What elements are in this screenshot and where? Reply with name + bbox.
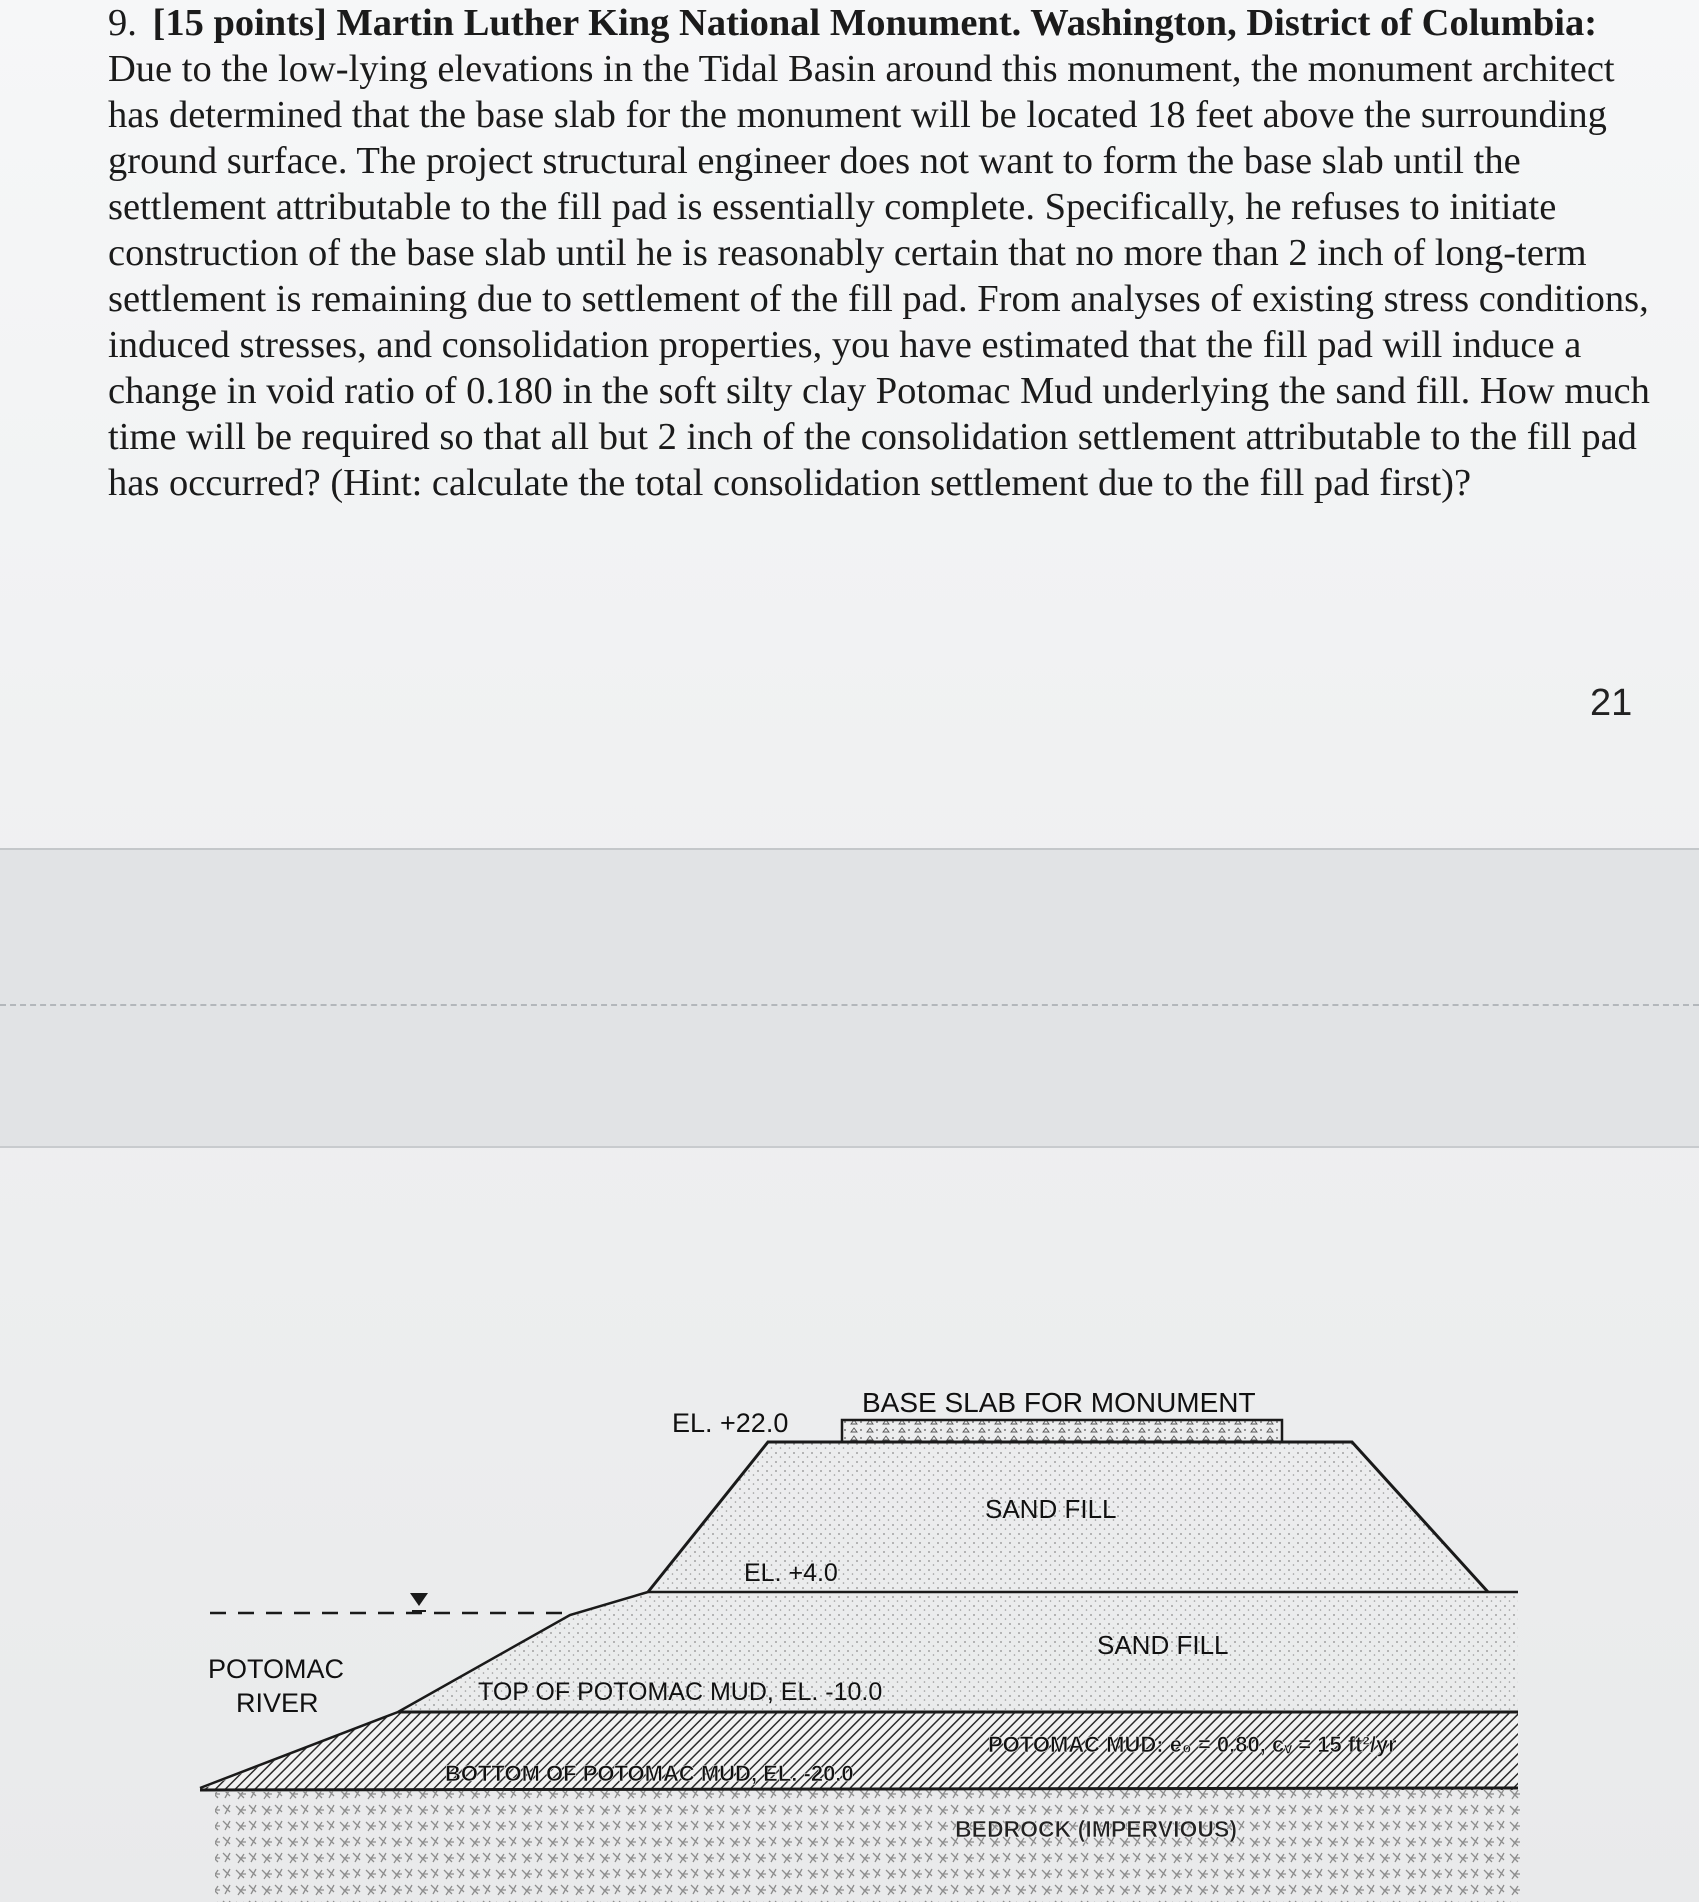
question-title: Martin Luther King National Monument. Washington, District of Columbia: — [336, 2, 1598, 44]
elevation-top-label: EL. +22.0 — [672, 1408, 789, 1438]
mud-properties-label: POTOMAC MUD: e₀ = 0.80, cᵥ = 15 ft²/yr — [988, 1732, 1397, 1757]
bottom-of-mud-line — [200, 1788, 1518, 1790]
question-text — [108, 0, 1653, 506]
base-slab-label: BASE SLAB FOR MONUMENT — [862, 1387, 1256, 1418]
top-of-mud-label: TOP OF POTOMAC MUD, EL. -10.0 — [478, 1678, 883, 1706]
elevation-ground-label: EL. +4.0 — [744, 1559, 838, 1587]
river-label-line2: RIVER — [236, 1688, 319, 1718]
sand-fill-upper-label: SAND FILL — [985, 1494, 1117, 1524]
sand-fill-lower-label: SAND FILL — [1097, 1630, 1229, 1660]
water-table-icon — [410, 1593, 428, 1606]
bedrock-layer — [215, 1786, 1520, 1902]
question-body: Due to the low-lying elevations in the Tidal Basin around this monument, the monument architect has determined that the base slab for the monument will be located 18 feet above the surrounding ground surface. The project structural engineer does not want to form the base slab until the settlement attributable to the fill pad is essentially complete. Specifically, he refuses to initiate construction of the base slab until he is reasonably certain that no more than 2 inch of long-term settlement is remaining due to settlement of the fill pad. From analyses of existing stress conditions, induced stresses, and consolidation properties, you have estimated that the fill pad will induce a change in void ratio of 0.180 in the soft silty clay Potomac Mud underlying the sand fill. How much time will be required so that all but 2 inch of the consolidation settlement attributable to the fill pad has occurred? (Hint: calculate the total consolidation settlement due to the fill pad first)? — [108, 48, 1650, 504]
page-number: 21 — [1590, 682, 1633, 724]
page-break-band — [0, 848, 1699, 1148]
question-points: [15 points] — [152, 2, 327, 44]
base-slab — [842, 1420, 1282, 1442]
river-label-line1: POTOMAC — [208, 1654, 345, 1684]
bottom-of-mud-label: BOTTOM OF POTOMAC MUD, EL. -20.0 — [445, 1761, 854, 1786]
bedrock-label: BEDROCK (IMPERVIOUS) — [955, 1816, 1237, 1842]
page-break-dashed-line — [0, 1004, 1699, 1006]
cross-section-figure — [0, 1370, 1699, 1902]
question-number: 9. — [108, 2, 137, 44]
